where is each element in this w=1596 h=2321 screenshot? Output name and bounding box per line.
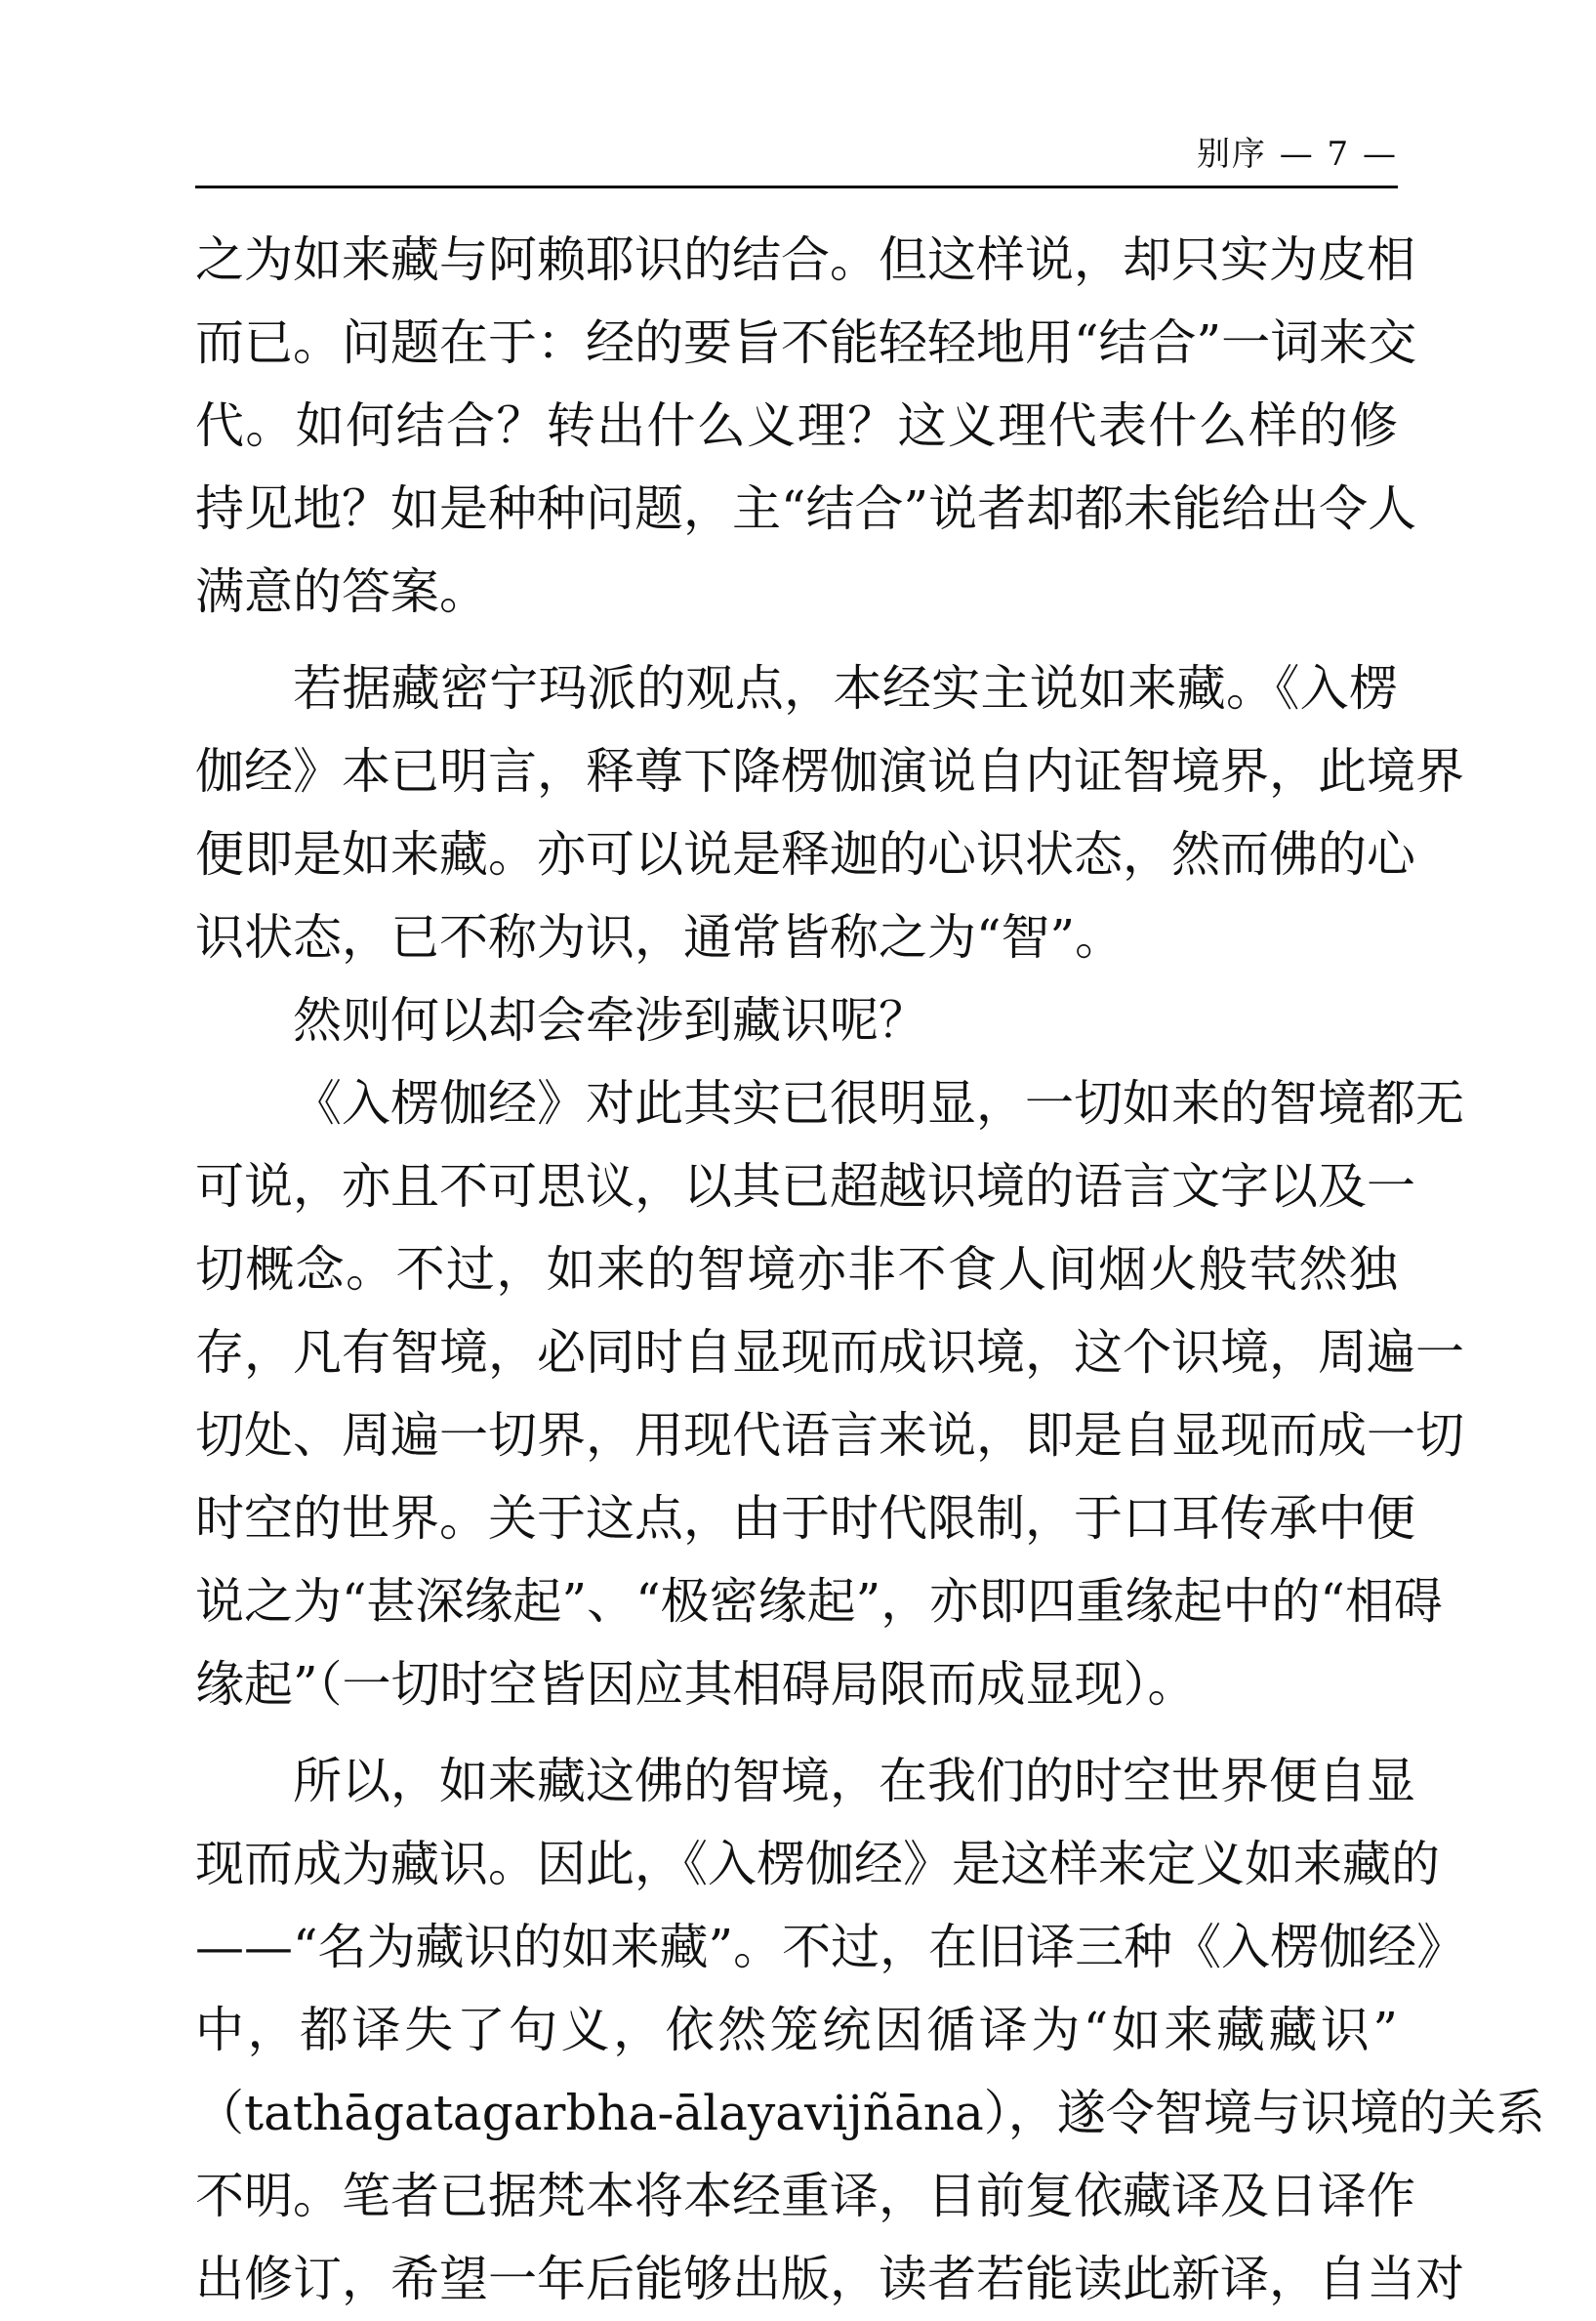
- text-line: 代。如何结合？转出什么义理？这义理代表什么样的修: [195, 397, 1398, 454]
- text-line: 可说，亦且不可思议，以其已超越识境的语言文字以及一: [195, 1158, 1415, 1215]
- paragraph-first-line: 若据藏密宁玛派的观点，本经实主说如来藏。《入楞: [293, 660, 1398, 717]
- text-line: 识状态，已不称为识，通常皆称之为“智”。: [195, 909, 1125, 966]
- text-line: ——“名为藏识的如来藏”。不过，在旧译三种《入楞伽经》: [195, 1919, 1466, 1975]
- running-header: [195, 125, 1398, 188]
- text-line: 现而成为藏识。因此，《入楞伽经》是这样来定义如来藏的: [195, 1836, 1440, 1892]
- text-line: 之为如来藏与阿赖耶识的结合。但这样说，却只实为皮相: [195, 231, 1415, 288]
- text-line: 伽经》本已明言，释尊下降楞伽演说自内证智境界，此境界: [195, 743, 1464, 800]
- text-line: 说之为“甚深缘起”、“极密缘起”，亦即四重缘起中的“相碍: [195, 1573, 1443, 1630]
- text-line: 满意的答案。: [195, 563, 488, 620]
- paragraph-first-line: 然则何以却会牵涉到藏识呢？: [293, 992, 927, 1049]
- text-line: 出修订，希望一年后能够出版，读者若能读此新译，自当对: [195, 2251, 1464, 2307]
- text-line: 持见地？如是种种问题，主“结合”说者却都未能给出令人: [195, 480, 1417, 537]
- text-line: 切概念。不过，如来的智境亦非不食人间烟火般茕然独: [195, 1241, 1398, 1298]
- text-line: 便即是如来藏。亦可以说是释迦的心识状态，然而佛的心: [195, 826, 1415, 883]
- text-line: 中，都译失了句义，依然笼统因循译为“如来藏藏识”: [195, 2002, 1398, 2058]
- text-line: 不明。笔者已据梵本将本经重译，目前复依藏译及日译作: [195, 2168, 1415, 2224]
- text-line: 时空的世界。关于这点，由于时代限制，于口耳传承中便: [195, 1490, 1415, 1547]
- body-text: [195, 219, 1545, 2321]
- page-header-text: 别序 — 7 —: [1196, 135, 1398, 174]
- text-line: 缘起”（一切时空皆因应其相碍局限而成显现）。: [195, 1656, 1197, 1713]
- text-line: （tathāgatagarbha-ālayavijñāna），遂令智境与识境的关系: [195, 2085, 1545, 2141]
- paragraph-first-line: 《入楞伽经》对此其实已很明显，一切如来的智境都无: [293, 1075, 1464, 1132]
- text-line: 切处、周遍一切界，用现代语言来说，即是自显现而成一切: [195, 1407, 1464, 1464]
- paragraph-first-line: 所以，如来藏这佛的智境，在我们的时空世界便自显: [293, 1753, 1415, 1809]
- text-line: 而已。问题在于：经的要旨不能轻轻地用“结合”一词来交: [195, 314, 1417, 371]
- text-line: 存，凡有智境，必同时自显现而成识境，这个识境，周遍一: [195, 1324, 1464, 1381]
